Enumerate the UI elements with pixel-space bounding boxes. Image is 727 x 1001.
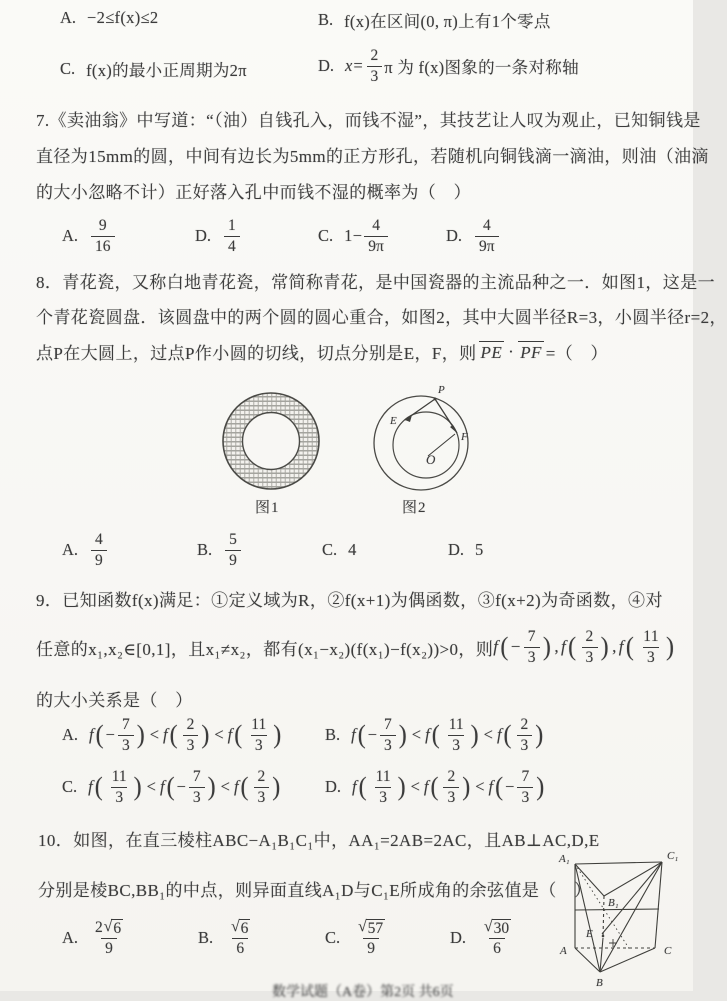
q7-line3: 的大小忽略不计）正好落入孔中而钱不湿的概率为（ ） (36, 183, 471, 202)
sqrt: √ 6 (103, 917, 122, 937)
radical-sign: √ (484, 917, 493, 935)
option-label: A. (62, 226, 79, 245)
q10-option-b (198, 914, 256, 962)
option-label: D. (325, 777, 342, 796)
paren: ( (568, 632, 577, 662)
figure1-caption: 图1 (255, 500, 280, 516)
option-text: f(x)的最小正周期为2π (86, 61, 247, 80)
edge-a1c1 (575, 862, 662, 864)
q7-option-2 (195, 213, 242, 259)
q8-option-a (62, 528, 109, 572)
fraction: √ 6 6 (231, 917, 249, 957)
option-label: C. (318, 226, 334, 245)
option-text: f(x)在区间(0, π)上有1个零点 (344, 12, 551, 31)
sqrt: √ 30 (484, 917, 510, 937)
label-c: C (664, 945, 672, 957)
vector-pf: PF (520, 342, 542, 362)
option-label: C. (325, 928, 341, 947)
figure-prism (556, 846, 693, 991)
option-label: C. (60, 59, 76, 78)
tick-d (609, 939, 617, 947)
fraction: $\frac{2}{3}$ (367, 47, 383, 86)
option-text: 4 (348, 540, 357, 559)
arrowhead-f (450, 425, 457, 433)
label-c1: C₁ (667, 850, 679, 862)
less-than: < (410, 777, 420, 796)
fraction: $\frac{5}{9}$ (225, 531, 241, 570)
radical-sign: √ (103, 917, 113, 935)
coefficient: 2 (95, 918, 103, 936)
q7-option-1 (62, 213, 117, 259)
option-label: C. (322, 540, 338, 559)
fraction: $\frac{4}{9\pi}$ (475, 217, 499, 256)
option-label: C. (62, 777, 78, 796)
fraction: $\frac{4}{9\pi}$ (364, 217, 388, 256)
label-p: P (438, 384, 445, 396)
option-label: B. (318, 10, 334, 29)
f-symbol: f (493, 637, 499, 656)
q8-line2: 个青花瓷圆盘．该圆盘中的两个圆的圆心重合，如图2，其中大圆半径R=3，小圆半径r=2， (36, 308, 727, 327)
sqrt: √ 6 (231, 917, 249, 937)
fraction: $\frac{11}{3}$ (643, 627, 659, 666)
fraction: $\frac{9}{16}$ (91, 217, 115, 256)
q10-option-d (450, 914, 517, 962)
edge-c1c (655, 862, 662, 948)
paren: ) (666, 632, 675, 662)
radical-sign: √ (358, 917, 367, 935)
q10-line2: 分别是棱BC,BB₁的中点，则异面直线A₁D与C₁E所成角的余弦值是（ ） (38, 881, 592, 900)
q10-option-c (325, 914, 391, 962)
less-than: < (149, 725, 160, 744)
sign: − (510, 637, 521, 656)
q6-option-c (60, 57, 247, 81)
point-e (602, 935, 605, 938)
label-b1: B₁ (608, 897, 619, 909)
sqrt: √ 57 (358, 917, 384, 937)
q7-option-3 (318, 213, 390, 259)
q9-line1: 9．已知函数f(x)满足：①定义域为R，②f(x+1)为偶函数，③f(x+2)为奇函数，④对 (36, 591, 663, 610)
q6-option-d (318, 42, 579, 90)
figure1-annulus (220, 390, 322, 492)
less-than: < (483, 725, 493, 744)
edge-b1c1 (604, 862, 662, 896)
figure2-tangent-circles (368, 382, 480, 504)
f-symbol: f (560, 637, 567, 656)
math-post: π 为 f(x)图象的一条对称轴 (384, 58, 579, 77)
fraction: $\frac{4}{9}$ (91, 531, 107, 570)
q8-line3-tail: =（ ） (545, 344, 608, 363)
math-pre: x= (345, 56, 364, 75)
fraction: √ 30 6 (484, 917, 510, 957)
q6-option-b (318, 8, 551, 32)
q6-option-a (60, 8, 158, 28)
less-than: < (411, 725, 422, 744)
q9-option-b: B. f ( − $\frac{7}{3}$ ) < f ( $\frac{11}{3}$ ) < f ( $\frac{2}{3}$ ) (325, 715, 544, 754)
fraction: √ 57 9 (358, 917, 384, 957)
option-text: 5 (475, 540, 484, 559)
label-o: O (426, 452, 436, 467)
option-label: D. (446, 226, 463, 245)
paren: ( (625, 632, 635, 662)
option-label: D. (195, 226, 212, 245)
q10-option-a (62, 914, 129, 962)
label-a1: A₁ (559, 853, 570, 865)
option-label: A. (62, 928, 79, 947)
math-pre: 1− (344, 226, 363, 245)
q9-line2 (36, 618, 675, 676)
less-than: < (475, 777, 485, 796)
q9-line3: 的大小关系是（ ） (36, 691, 193, 710)
fraction: 2 √ 6 9 (95, 917, 122, 957)
q10-line1: 10．如图，在直三棱柱ABC−A₁B₁C₁中，AA₁=2AB=2AC，且AB⊥AC,D,E (38, 831, 600, 850)
label-e: E (586, 928, 593, 940)
radical-sign: √ (231, 917, 240, 935)
option-label: A. (62, 540, 79, 559)
edge-bc (600, 948, 655, 972)
fraction: $\frac{7}{3}$ (524, 628, 540, 667)
option-label: D. (450, 928, 467, 947)
q9-option-d: D. f ( $\frac{11}{3}$ ) < f ( $\frac{2}{3}$ ) < f ( − $\frac{7}{3}$ ) (325, 767, 545, 806)
paren: ( (500, 632, 509, 662)
edge-a1b1 (575, 864, 604, 896)
paren: ) (542, 632, 552, 662)
q9-option-a: A. f ( − $\frac{7}{3}$ ) < f ( $\frac{2}{3}$ ) < f ( $\frac{11}{3}$ ) (62, 715, 282, 754)
fraction: $\frac{1}{4}$ (224, 217, 240, 256)
big-circle (374, 396, 468, 490)
option-label: B. (325, 725, 341, 744)
option-label: A. (60, 8, 77, 27)
less-than: < (220, 777, 230, 796)
label-b: B (596, 977, 603, 989)
point-p (434, 398, 437, 401)
comma: , (612, 637, 617, 656)
comma: , (554, 637, 559, 656)
option-label: D. (448, 540, 465, 559)
mid-line (575, 909, 659, 910)
page-footer-partial: 数学试题（A卷）第2页 共6页 (272, 985, 454, 1000)
fraction: $\frac{2}{3}$ (582, 628, 598, 667)
f-symbol: f (618, 637, 624, 656)
less-than: < (146, 777, 156, 796)
label-e: E (390, 415, 397, 427)
edge-ba (575, 948, 600, 972)
less-than: < (214, 725, 224, 744)
q7-line2: 直径为15mm的圆，中间有边长为5mm的正方形孔，若随机向铜钱滴一滴油，则油（油滴 (36, 147, 709, 166)
inner-plate-circle (243, 413, 300, 470)
vector-pe: PE (480, 342, 503, 362)
paren: ) (600, 632, 610, 662)
q8-option-c (322, 528, 357, 572)
label-a: A (560, 945, 567, 957)
diag-a1b (575, 864, 600, 972)
q8-line3 (36, 339, 608, 364)
option-label: D. (318, 56, 335, 75)
q7-line1: 7.《卖油翁》中写道：“（油）自钱孔入，而钱不湿”，其技艺让人叹为观止，已知铜钱是 (36, 111, 701, 130)
q9-option-c: C. f ( $\frac{11}{3}$ ) < f ( − $\frac{7}{3}$ ) < f ( $\frac{2}{3}$ ) (62, 767, 281, 806)
q7-option-4 (446, 213, 501, 259)
label-f: F (461, 431, 468, 443)
figure2-caption: 图2 (402, 500, 427, 516)
option-text: −2≤f(x)≤2 (87, 8, 159, 27)
option-label: B. (197, 540, 213, 559)
q8-option-d (448, 528, 484, 572)
q8-line3-text: 点P在大圆上，过点P作小圆的切线，切点分别是E，F，则 (36, 344, 477, 363)
dot-operator: · (508, 341, 515, 361)
q9-line2-text: 任意的x₁,x₂∈[0,1]，且x₁≠x₂，都有(x₁−x₂)(f(x₁)−f(x₂))>0，则 (36, 639, 494, 659)
q8-line1: 8．青花瓷，又称白地青花瓷，常简称青花，是中国瓷器的主流品种之一．如图1，这是一 (36, 273, 715, 292)
option-label: B. (198, 928, 214, 947)
q8-option-b (197, 528, 243, 572)
option-label: A. (62, 725, 79, 744)
